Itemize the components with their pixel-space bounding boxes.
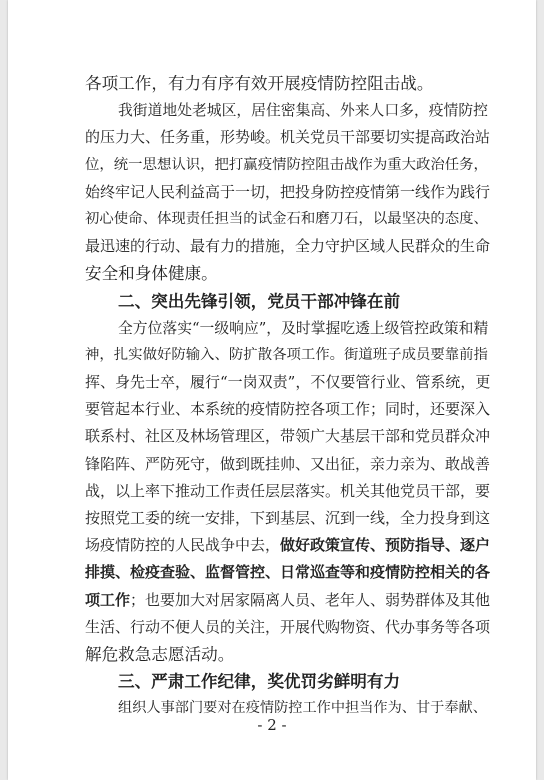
body-line-8: 安全和身体健康。 <box>85 264 218 284</box>
body-line-21: 生活、行动不便人员的关注，开展代购物资、代办事务等各项 <box>85 617 491 636</box>
body-line-19-bold: 排摸、检疫查验、监督管控、日常巡查等和疫情防控相关的各 <box>85 563 491 582</box>
body-line-24: 组织人事部门要对在疫情防控工作中担当作为、甘于奉献、 <box>118 700 487 717</box>
body-line-18-bold: 做好政策宣传、预防指导、逐户 <box>280 536 491 555</box>
body-line-14: 联系村、社区及林场管理区，带领广大基层干部和党员群众冲 <box>85 427 491 446</box>
body-line-18-text: 场疫情防控的人民战争中去， <box>85 536 281 555</box>
body-line-4: 位，统一思想认识，把打赢疫情防控阻击战作为重大政治任务， <box>85 156 488 173</box>
page-number: - 2 - <box>257 716 287 734</box>
body-line-15: 锋陷阵、严防死守，做到既挂帅、又出征，亲力亲为、敢战善 <box>85 454 491 473</box>
body-line-12: 挥、身先士卒，履行“一岗双责”，不仅要管行业、管系统，更 <box>85 373 491 392</box>
body-line-18 <box>85 532 489 559</box>
body-line-22: 解危救急志愿活动。 <box>85 644 235 664</box>
body-line-20-bold: 项工作 <box>85 590 131 609</box>
body-line-3: 的压力大、任务重，形势峻。机关党员干部要切实提高政治站 <box>85 128 491 147</box>
body-line-20 <box>85 587 489 614</box>
body-line-13: 要管起本行业、本系统的疫情防控各项工作；同时，还要深入 <box>85 400 491 419</box>
document-page <box>8 0 536 780</box>
body-line-6: 初心使命、体现责任担当的试金石和磨刀石，以最坚决的态度、 <box>85 210 488 227</box>
body-line-20-text: ；也要加大对居家隔离人员、老年人、弱势群体及其他 <box>130 590 491 609</box>
document-body <box>85 70 489 723</box>
body-line-1: 各项工作，有力有序有效开展疫情防控阻击战。 <box>85 74 434 93</box>
body-line-17: 按照党工委的统一安排，下到基层、沉到一线，全力投身到这 <box>85 509 491 527</box>
body-line-10: 全方位落实“一级响应”，及时掌握吃透上级管控政策和精 <box>118 319 489 337</box>
section-heading-2: 二、突出先锋引领，党员干部冲锋在前 <box>118 291 401 311</box>
body-line-2: 我街道地处老城区，居住密集高、外来人口多，疫情防控 <box>118 102 488 120</box>
body-line-7: 最迅速的行动、最有力的措施，全力守护区域人民群众的生命 <box>85 237 491 256</box>
section-heading-3: 三、严肃工作纪律，奖优罚劣鲜明有力 <box>118 672 401 692</box>
body-line-16: 战，以上率下推动工作责任层层落实。机关其他党员干部，要 <box>85 481 491 500</box>
body-line-11: 神，扎实做好防输入、防扩散各项工作。街道班子成员要靠前指 <box>85 346 488 363</box>
body-line-5: 始终牢记人民利益高于一切，把投身防控疫情第一线作为践行 <box>85 182 491 201</box>
